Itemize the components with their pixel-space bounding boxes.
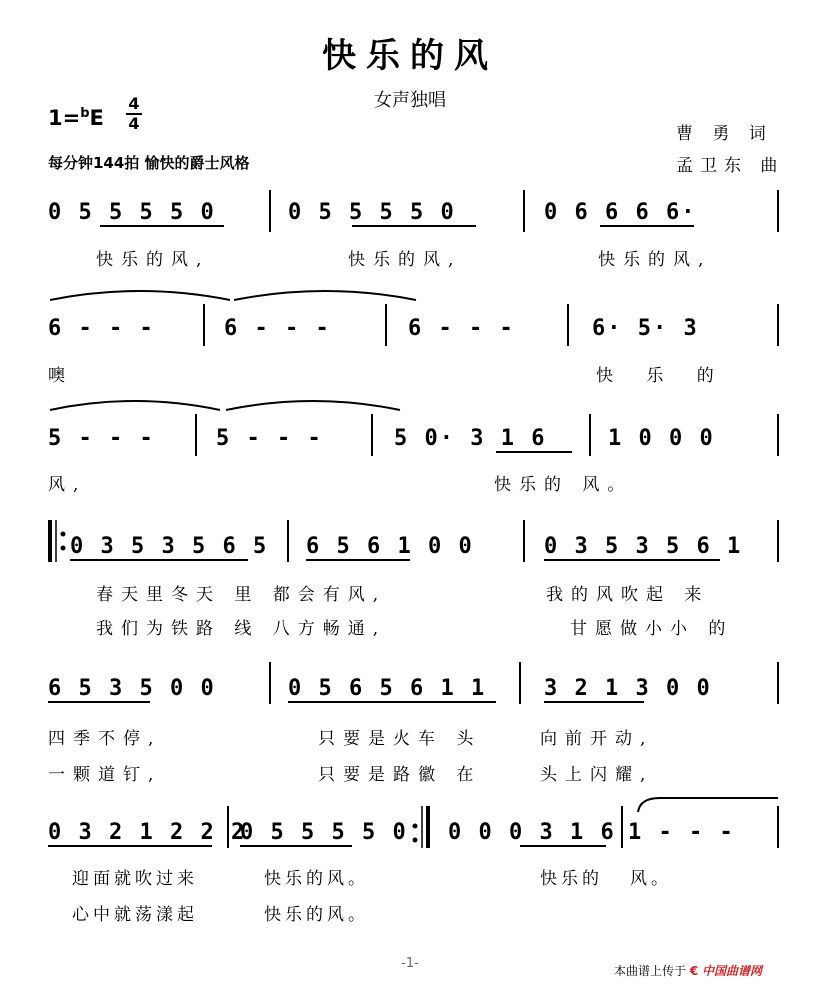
measure-4-3: 0 3 5 3 5 6 1	[544, 534, 743, 559]
site-logo-icon: €	[689, 964, 699, 978]
measure-6-4: 1 - - -	[628, 820, 735, 845]
measure-4-2: 6 5 6 1 0 0	[306, 534, 474, 559]
lyric-4-3b: 甘愿做小小 的	[570, 619, 734, 639]
song-subtitle: 女声独唱	[374, 90, 446, 111]
measure-2-4: 6· 5· 3	[592, 316, 699, 341]
lyric-5-3a: 向前开动,	[540, 729, 654, 749]
measure-2-1: 6 - - -	[48, 316, 155, 341]
upload-source: 本曲谱上传于 € 中国曲谱网	[614, 964, 763, 978]
measure-2-3: 6 - - -	[408, 316, 515, 341]
lyric-6-4a: 风。	[630, 869, 672, 889]
lyric-5-1a: 四季不停,	[48, 729, 162, 749]
lyric-6-2a: 快乐的风。	[264, 869, 369, 889]
tempo-marking: 每分钟144拍 愉快的爵士风格	[48, 154, 250, 172]
time-signature: 4 4	[126, 96, 142, 132]
measure-6-2: 0 5 5 5 5 0	[240, 820, 408, 845]
lyric-4-1b: 我们为铁路 线 八方畅通,	[96, 619, 387, 639]
measure-3-3: 5 0· 3 1 6	[394, 426, 547, 451]
page-number: -1-	[401, 956, 419, 971]
lyric-1-2: 快乐的风,	[348, 250, 462, 270]
lyricist: 曹 勇 词	[676, 124, 773, 144]
measure-4-1: 0 3 5 3 5 6 5	[70, 534, 269, 559]
lyric-4-3a: 我的风吹起 来	[546, 585, 710, 605]
lyric-6-3a: 快乐的	[540, 869, 603, 889]
measure-5-1: 6 5 3 5 0 0	[48, 676, 216, 701]
measure-3-2: 5 - - -	[216, 426, 323, 451]
measure-5-3: 3 2 1 3 0 0	[544, 676, 712, 701]
lyric-5-2b: 只要是路徽 在	[318, 765, 482, 785]
lyric-2-1: 噢	[48, 366, 73, 386]
lyric-5-3b: 头上闪耀,	[540, 765, 654, 785]
lyric-1-3: 快乐的风,	[598, 250, 712, 270]
measure-6-3: 0 0 0 3 1 6	[448, 820, 616, 845]
measure-5-2: 0 5 6 5 6 1 1	[288, 676, 487, 701]
measure-1-1: 0 5 5 5 5 0	[48, 200, 216, 225]
lyric-6-1a: 迎面就吹过来	[72, 869, 198, 889]
lyric-1-1: 快乐的风,	[96, 250, 210, 270]
lyric-4-1a: 春天里冬天 里 都会有风,	[96, 585, 387, 605]
measure-3-4: 1 0 0 0	[608, 426, 715, 451]
composer: 孟卫东 曲	[676, 156, 785, 176]
lyric-3-3: 快乐的 风。	[494, 475, 633, 495]
lyric-6-1b: 心中就荡漾起	[72, 905, 198, 925]
measure-1-3: 0 6 6 6 6·	[544, 200, 697, 225]
lyric-5-2a: 只要是火车 头	[318, 729, 482, 749]
lyric-2-4: 快 乐 的	[596, 366, 728, 386]
lyric-6-2b: 快乐的风。	[264, 905, 369, 925]
key-signature: 1=$^b$E	[48, 106, 104, 130]
measure-6-1: 0 3 2 1 2 2 2	[48, 820, 247, 845]
lyric-5-1b: 一颗道钉,	[48, 765, 162, 785]
measure-1-2: 0 5 5 5 5 0	[288, 200, 456, 225]
measure-3-1: 5 - - -	[48, 426, 155, 451]
page-title: 快乐的风	[322, 36, 498, 76]
measure-2-2: 6 - - -	[224, 316, 331, 341]
site-name: 中国曲谱网	[702, 964, 763, 978]
lyric-3-1: 风,	[48, 475, 87, 495]
